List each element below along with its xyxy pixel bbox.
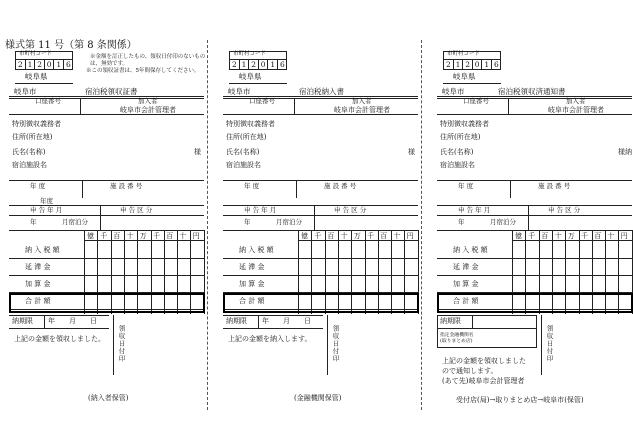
- digit-header: 百: [594, 232, 602, 240]
- code-cell-line: [25, 59, 26, 70]
- digit-header: 千: [528, 232, 536, 240]
- account-number-label: 口座番号: [35, 97, 61, 105]
- notice-line-1: ※金額を訂正したもの、領収日付印のないもの: [90, 54, 206, 60]
- bank-right: [536, 315, 537, 347]
- amount-row-line: [9, 275, 204, 276]
- digit-header: 万: [567, 232, 575, 240]
- digit-header: 千: [314, 232, 322, 240]
- code-digit: 2: [232, 60, 237, 69]
- notice-line-3: ※この領収証書は、5年間保存してください。: [86, 68, 200, 74]
- due-date: 年 月 日: [48, 317, 97, 325]
- city: 岐阜市: [228, 87, 251, 96]
- seal-mark: 様: [194, 148, 201, 156]
- filing-type-label: 申 告 区 分: [548, 206, 581, 214]
- code-digit: 1: [56, 60, 62, 69]
- due-top: [223, 315, 323, 316]
- filing-divider: [314, 205, 315, 230]
- payee-divider: [508, 98, 509, 115]
- account-number-label: 口座番号: [463, 97, 489, 105]
- prefecture: 岐阜県: [25, 72, 48, 81]
- filing-date-label: 申 告 年 月: [30, 206, 63, 214]
- payee-label: 加入者: [352, 97, 372, 105]
- code-label: 市町村コード: [19, 51, 53, 57]
- pref-underline: [229, 83, 287, 84]
- payee-divider: [80, 98, 81, 115]
- panel-divider-1: [207, 40, 208, 410]
- payee-value: 岐阜市会計管理者: [334, 106, 390, 114]
- amount-row-label: 納 入 税 額: [25, 246, 60, 254]
- code-cell-line: [239, 59, 240, 70]
- year-label: 年 度: [458, 182, 474, 190]
- code-cell-line: [258, 59, 259, 70]
- digit-header: 十: [179, 232, 187, 240]
- code-cell-line: [453, 59, 454, 70]
- year-label: 年 度: [244, 182, 260, 190]
- amount-row-label: 加 算 金: [25, 280, 51, 288]
- filing-divider: [100, 205, 101, 230]
- due-label: 納期限: [226, 317, 247, 325]
- period-month: 月宿泊分: [276, 218, 302, 226]
- amount-row-label: 納 入 税 額: [453, 246, 488, 254]
- digit-header: 億: [301, 232, 308, 240]
- code-digit: 1: [27, 60, 33, 69]
- digit-header: 千: [367, 232, 374, 240]
- code-digit: 6: [494, 60, 499, 69]
- amount-row-line: [223, 275, 418, 276]
- period-year: 年: [244, 218, 251, 226]
- digit-header-line: [298, 240, 418, 241]
- amount-row-label: 延 滞 金: [453, 263, 479, 271]
- collector-bottom: [223, 180, 418, 181]
- receipt-text-line: (あて先)岐阜市会計管理者: [442, 377, 525, 385]
- digit-header: 千: [153, 232, 160, 240]
- footer-note: 受付店(局)→取りまとめ店→岐阜市(保管): [456, 396, 584, 404]
- digit-header: 億: [87, 232, 94, 240]
- facility-number-label: 施 設 番 号: [110, 182, 143, 190]
- due-divider: [472, 315, 473, 328]
- period-year: 年: [458, 218, 465, 226]
- panel-divider-2: [421, 40, 422, 410]
- total-box: [437, 293, 633, 313]
- amount-row-line: [9, 258, 204, 259]
- account-number-label: 口座番号: [249, 97, 275, 105]
- digit-header: 十: [554, 232, 562, 240]
- payee-divider: [294, 98, 295, 115]
- digit-header: 万: [353, 232, 361, 240]
- period-year: 年: [30, 218, 37, 226]
- code-digit: 1: [484, 60, 490, 69]
- digit-header: 億: [515, 232, 522, 240]
- filing-divider: [528, 205, 529, 230]
- amount-row-line: [437, 275, 632, 276]
- payee-label: 加入者: [138, 97, 158, 105]
- receipt-text-line: ので通知します。: [442, 367, 498, 375]
- receipt-text-line: 上記の金額を領収しました: [442, 357, 526, 365]
- bank-bottom: [437, 347, 537, 348]
- due-bottom: [223, 328, 323, 329]
- code-cell-line: [53, 59, 54, 70]
- facility-number-label: 施 設 番 号: [538, 182, 571, 190]
- seal-mark: 様納: [618, 148, 632, 156]
- amount-row-label: 合 計 額: [25, 297, 51, 305]
- digit-header: 円: [406, 232, 414, 240]
- facility-label: 宿泊施設名: [226, 161, 261, 169]
- payee-bottom: [223, 114, 418, 115]
- code-cell-line: [472, 59, 473, 70]
- filing-line: [223, 215, 418, 216]
- payee-label: 加入者: [566, 97, 586, 105]
- year-divider: [510, 180, 511, 198]
- due-top: [9, 315, 109, 316]
- name-label: 氏名(名称): [226, 148, 260, 156]
- facility-label: 宿泊施設名: [12, 161, 47, 169]
- payee-bottom: [9, 114, 204, 115]
- code-digit: 0: [260, 60, 266, 69]
- code-digit: 0: [474, 60, 480, 69]
- code-cell-line: [481, 59, 482, 70]
- year-divider: [82, 180, 83, 198]
- digit-header: 百: [166, 232, 174, 240]
- amount-row-label: 加 算 金: [453, 280, 479, 288]
- digit-header: 百: [113, 232, 121, 240]
- code-cell-line: [34, 59, 35, 70]
- code-cell-line: [267, 59, 268, 70]
- receipt-text: 上記の金額を納入します。: [228, 335, 312, 343]
- amount-row-line: [223, 258, 418, 259]
- period-bottom: [223, 230, 418, 231]
- code-cell-line: [277, 59, 278, 70]
- digit-header: 十: [393, 232, 401, 240]
- digit-header: 百: [541, 232, 549, 240]
- year-sub-label: 年度: [40, 197, 53, 205]
- address-label: 住所(所在地): [226, 133, 267, 141]
- code-label: 市町村コード: [233, 51, 267, 57]
- due-divider: [44, 315, 45, 328]
- digit-header-line: [84, 240, 204, 241]
- pref-underline: [15, 83, 73, 84]
- receipt-text: 上記の金額を領収しました。: [14, 335, 105, 343]
- digit-header: 十: [340, 232, 348, 240]
- digit-header: 十: [607, 232, 615, 240]
- total-box: [223, 293, 419, 313]
- due-bottom: [9, 328, 109, 329]
- collector-bottom: [437, 180, 632, 181]
- period-month: 月宿泊分: [62, 218, 88, 226]
- digit-header: 万: [139, 232, 147, 240]
- filing-line: [437, 215, 632, 216]
- code-digit: 2: [18, 60, 23, 69]
- due-divider: [258, 315, 259, 328]
- code-digit: 6: [280, 60, 285, 69]
- received-stamp-label: 領収日付印: [117, 325, 126, 363]
- year-label: 年 度: [30, 182, 46, 190]
- seal-mark: 様: [408, 148, 415, 156]
- period-bottom: [437, 230, 632, 231]
- filing-date-label: 申 告 年 月: [458, 206, 491, 214]
- amount-row-label: 納 入 税 額: [239, 246, 274, 254]
- prefecture: 岐阜県: [239, 72, 262, 81]
- filing-line: [9, 215, 204, 216]
- payee-value: 岐阜市会計管理者: [548, 106, 604, 114]
- due-date: 年 月 日: [262, 317, 311, 325]
- period-bottom: [9, 230, 204, 231]
- panel-3: [428, 0, 633, 439]
- code-digit: 1: [455, 60, 461, 69]
- stamp-left: [327, 315, 328, 375]
- received-stamp-label: 領収日付印: [545, 325, 554, 363]
- facility-label: 宿泊施設名: [440, 161, 475, 169]
- address-label: 住所(所在地): [440, 133, 481, 141]
- pref-underline: [443, 83, 501, 84]
- due-label: 納期限: [440, 317, 461, 325]
- code-cell-line: [491, 59, 492, 70]
- digit-header: 百: [380, 232, 388, 240]
- digit-header: 千: [581, 232, 588, 240]
- amount-row-line: [437, 258, 632, 259]
- address-label: 住所(所在地): [12, 133, 53, 141]
- total-box: [9, 293, 205, 313]
- amount-row-label: 延 滞 金: [239, 263, 265, 271]
- footer-note: (金融機関保管): [294, 394, 342, 402]
- collector-label: 特別徴収義務者: [226, 120, 275, 128]
- city: 岐阜市: [14, 87, 37, 96]
- filing-type-label: 申 告 区 分: [334, 206, 367, 214]
- stamp-left: [113, 315, 114, 375]
- bank-name-label: 指定金融機関名 (取りまとめ店): [440, 333, 474, 345]
- received-stamp-label: 領収日付印: [331, 325, 340, 363]
- code-digit: 0: [46, 60, 52, 69]
- code-digit: 2: [251, 60, 256, 69]
- filing-type-label: 申 告 区 分: [120, 206, 153, 214]
- due-top: [437, 315, 537, 316]
- code-digit: 2: [465, 60, 470, 69]
- collector-label: 特別徴収義務者: [440, 120, 489, 128]
- document-title: 宿泊税領収証書: [85, 87, 138, 96]
- code-cell-line: [44, 59, 45, 70]
- document-title: 宿泊税領収済通知書: [498, 87, 566, 96]
- code-digit: 2: [37, 60, 42, 69]
- footer-note: (納入者保管): [88, 394, 129, 402]
- panel-1: [0, 0, 205, 439]
- code-label: 市町村コード: [447, 51, 481, 57]
- code-cell-line: [63, 59, 64, 70]
- code-cell-line: [462, 59, 463, 70]
- due-bottom: [437, 328, 537, 329]
- digit-header-line: [512, 240, 632, 241]
- period-month: 月宿泊分: [490, 218, 516, 226]
- document-title: 宿泊税納入書: [299, 87, 344, 96]
- year-divider: [296, 180, 297, 198]
- facility-number-label: 施 設 番 号: [324, 182, 357, 190]
- collector-label: 特別徴収義務者: [12, 120, 61, 128]
- stamp-left: [541, 315, 542, 375]
- digit-header: 百: [327, 232, 335, 240]
- prefecture: 岐阜県: [453, 72, 476, 81]
- payee-bottom: [437, 114, 632, 115]
- code-digit: 1: [241, 60, 247, 69]
- name-label: 氏名(名称): [12, 148, 46, 156]
- code-digit: 2: [446, 60, 451, 69]
- digit-header: 円: [620, 232, 628, 240]
- city: 岐阜市: [442, 87, 465, 96]
- collector-bottom: [9, 180, 204, 181]
- payee-value: 岐阜市会計管理者: [120, 106, 176, 114]
- code-digit: 1: [270, 60, 276, 69]
- digit-header: 十: [126, 232, 134, 240]
- form-title: 様式第 11 号（第 8 条関係）: [5, 40, 137, 51]
- notice-line-2: は、無効です。: [90, 61, 129, 67]
- code-cell-line: [248, 59, 249, 70]
- bank-left: [437, 315, 438, 347]
- due-label: 納期限: [12, 317, 33, 325]
- name-label: 氏名(名称): [440, 148, 474, 156]
- amount-row-label: 合 計 額: [453, 297, 479, 305]
- amount-row-label: 合 計 額: [239, 297, 265, 305]
- filing-date-label: 申 告 年 月: [244, 206, 277, 214]
- digit-header: 円: [192, 232, 200, 240]
- digit-header: 千: [100, 232, 108, 240]
- amount-row-label: 延 滞 金: [25, 263, 51, 271]
- code-digit: 6: [66, 60, 71, 69]
- panel-2: [214, 0, 419, 439]
- amount-row-label: 加 算 金: [239, 280, 265, 288]
